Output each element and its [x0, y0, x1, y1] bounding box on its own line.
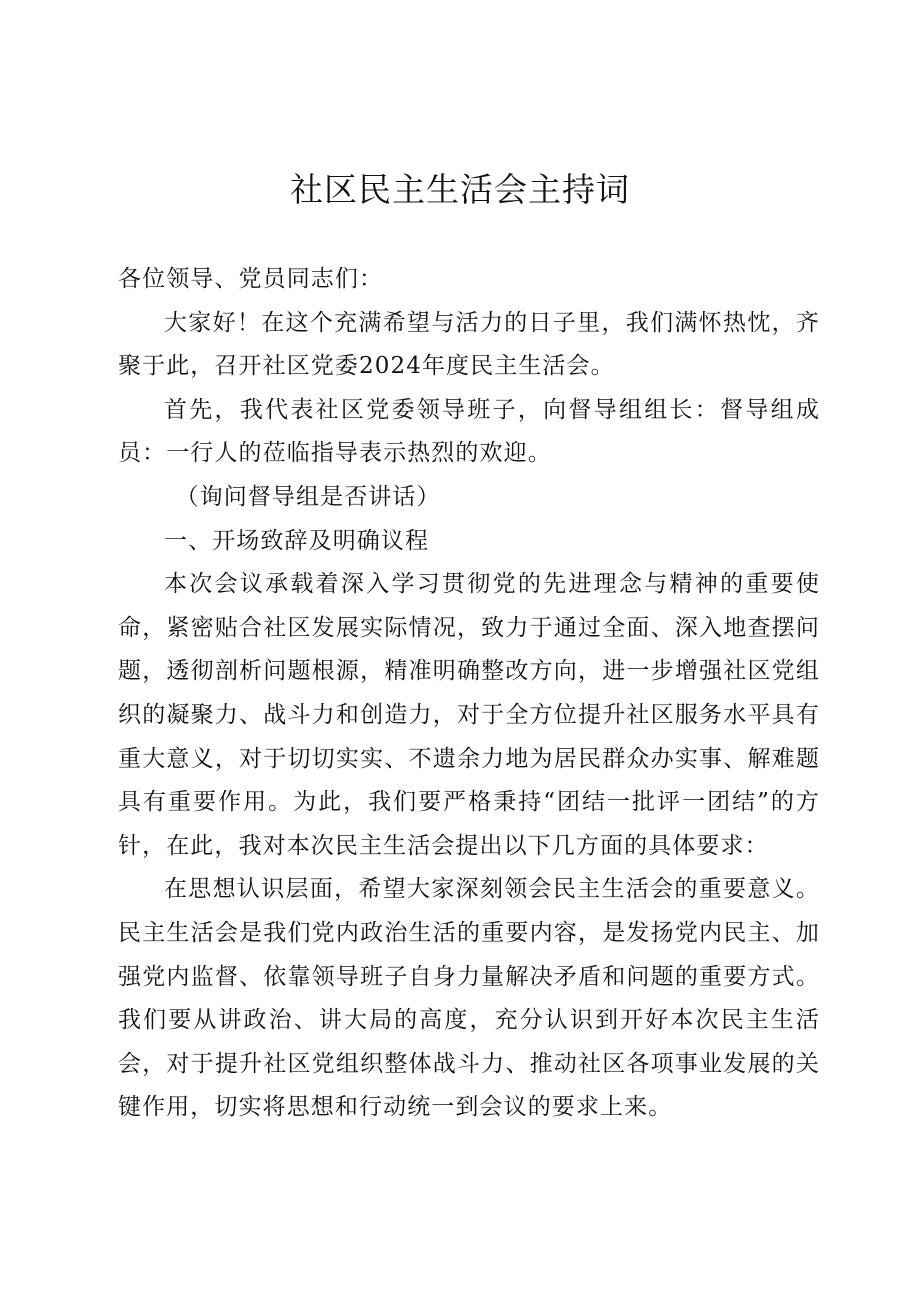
paragraph-welcome: 首先，我代表社区党委领导班子，向督导组组长：督导组成员：一行人的莅临指导表示热烈的欢迎。	[118, 396, 820, 467]
stage-note: （询问督导组是否讲话）	[175, 483, 441, 510]
salutation: 各位领导、党员同志们：	[118, 266, 384, 292]
paragraph-purpose: 本次会议承载着深入学习贯彻党的先进理念与精神的重要使命，紧密贴合社区发展实际情况，致力于通过全面、深入地查摆问题，透彻剖析问题根源，精准明确整改方向，进一步增强社区党组织的凝聚力、战斗力和创造力，对于全方位提升社区服务水平具有重大意义，对于切切实实、不遗余力地为居民群众办实事、解难题具有重要作用。为此，我们要严格秉持“团结一批评一团结”的方针，在此，我对本次民主生活会提出以下几方面的具体要求：	[118, 571, 820, 859]
paragraph-ideology: 在思想认识层面，希望大家深刻领会民主生活会的重要意义。民主生活会是我们党内政治生活的重要内容，是发扬党内民主、加强党内监督、依靠领导班子自身力量解决矛盾和问题的重要方式。我们要从讲政治、讲大局的高度，充分认识到开好本次民主生活会，对于提升社区党组织整体战斗力、推动社区各项事业发展的关键作用，切实将思想和行动统一到会议的要求上来。	[118, 876, 820, 1121]
document-title: 社区民主生活会主持词	[290, 170, 630, 209]
document-body	[118, 258, 820, 1130]
paragraph-greeting: 大家好！在这个充满希望与活力的日子里，我们满怀热忱，齐聚于此，召开社区党委2024年度民主生活会。	[118, 309, 820, 380]
section-heading: 一、开场致辞及明确议程	[164, 527, 430, 554]
